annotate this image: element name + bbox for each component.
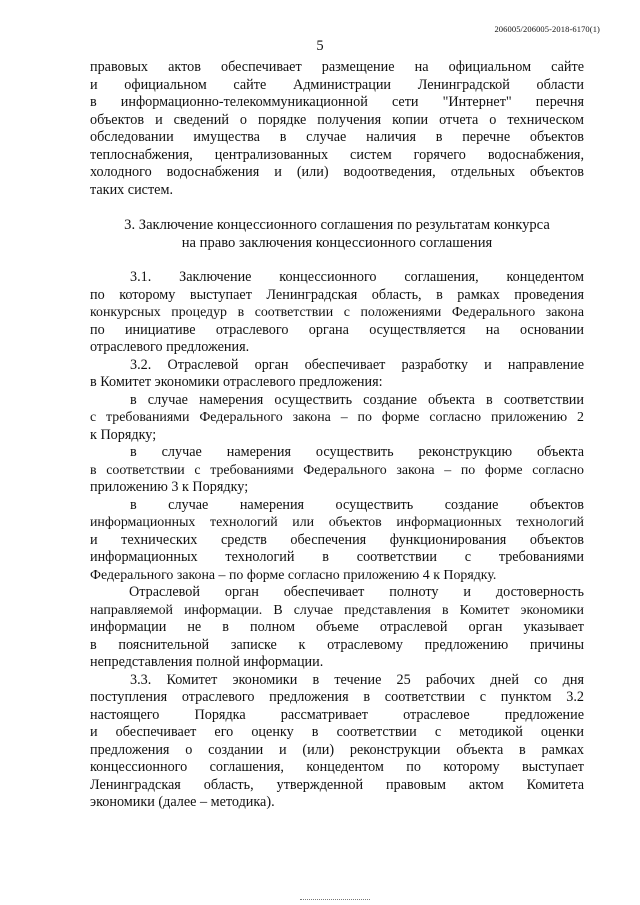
text-line: 3.2. Отраслевой орган обеспечивает разработку и направление — [130, 356, 584, 373]
text-line: обследовании имущества в случае наличия в перечне объектов — [90, 129, 584, 145]
text-line: с требованиями Федерального закона – по форме согласно приложению 2 — [90, 410, 584, 425]
text-line: по инициативе отраслевого органа осуществляется на основании — [90, 321, 584, 338]
text-line: информации не в полном объеме отраслевой орган указывает — [90, 619, 584, 635]
text-line: в соответствии с требованиями Федерального закона – по форме согласно — [90, 462, 584, 478]
case-it-objects — [90, 497, 584, 585]
paragraph-3-3 — [90, 672, 584, 812]
text-line: отраслевого предложения. — [90, 339, 250, 355]
text-line: холодного водоснабжения и (или) водоотведения, отдельных объектов — [90, 164, 584, 180]
text-line: 3.1. Заключение концессионного соглашения, концедентом — [130, 269, 584, 285]
paragraph-3-2 — [90, 357, 584, 392]
page-number: 5 — [316, 38, 324, 54]
text-line: поступления отраслевого предложения в соответствии с пунктом 3.2 — [90, 689, 584, 705]
document-body — [90, 59, 584, 812]
section-heading — [90, 217, 584, 252]
section-heading-line: на право заключения концессионного соглашения — [181, 234, 493, 251]
text-line: и обеспечивает его оценку в соответствии с методикой оценки — [90, 724, 584, 740]
text-line: в пояснительной записке к отраслевому предложению причины — [90, 636, 584, 653]
text-line: и технических средств обеспечения функционирования объектов — [90, 531, 584, 548]
text-line: предложения о создании и (или) реконструкции объекта в рамках — [90, 741, 584, 758]
text-line: правовых актов обеспечивает размещение на официальном сайте — [90, 59, 584, 75]
text-line: в случае намерения осуществить создание объекта в соответствии — [130, 391, 584, 408]
text-line: приложению 3 к Порядку; — [90, 479, 249, 495]
text-line: таких систем. — [90, 181, 174, 198]
text-line: в Комитет экономики отраслевого предложения: — [90, 374, 383, 390]
text-line: настоящего Порядка рассматривает отраслевое предложение — [90, 706, 584, 723]
text-line: непредставления полной информации. — [90, 654, 324, 670]
text-line: по которому выступает Ленинградская область, в рамках проведения — [90, 286, 584, 303]
text-line: конкурсных процедур в соответствии с положениями Федерального закона — [90, 305, 584, 320]
text-line: информационных технологий в соответствии с требованиями — [90, 549, 584, 565]
text-line: к Порядку; — [90, 426, 157, 443]
text-line: экономики (далее – методика). — [90, 794, 275, 810]
text-line: информационных технологий или объектов информационных технологий — [90, 515, 584, 530]
text-line: Ленинградская область, утвержденной правовым актом Комитета — [90, 776, 584, 793]
text-line: Отраслевой орган обеспечивает полноту и достоверность — [129, 584, 584, 600]
text-line: и официальном сайте Администрации Ленинградской области — [90, 76, 584, 93]
text-line: теплоснабжения, централизованных систем горячего водоснабжения, — [90, 146, 584, 163]
text-line: концессионного соглашения, концедентом по которому выступает — [90, 759, 584, 775]
continuation-paragraph — [90, 59, 584, 199]
document-id: 206005/206005-2018-6170(1) — [494, 24, 600, 34]
text-line: направляемой информации. В случае представления в Комитет экономики — [90, 602, 584, 618]
text-line: объектов и сведений о порядке получения копии отчета о техническом — [90, 111, 584, 128]
scan-artifact-mark — [300, 899, 370, 903]
case-creation — [90, 392, 584, 445]
case-reconstruction — [90, 444, 584, 497]
text-line: в случае намерения осуществить реконструкцию объекта — [130, 444, 584, 460]
paragraph-completeness — [90, 584, 584, 672]
text-line: в случае намерения осуществить создание объектов — [130, 496, 584, 513]
text-line: в информационно-телекоммуникационной сети "Интернет" перечня — [90, 94, 584, 110]
section-heading-line: 3. Заключение концессионного соглашения по результатам конкурса — [124, 217, 550, 233]
text-line: 3.3. Комитет экономики в течение 25 рабочих дней со дня — [130, 671, 584, 688]
paragraph-3-1 — [90, 269, 584, 357]
text-line: Федерального закона – по форме согласно приложению 4 к Порядку. — [90, 567, 497, 583]
